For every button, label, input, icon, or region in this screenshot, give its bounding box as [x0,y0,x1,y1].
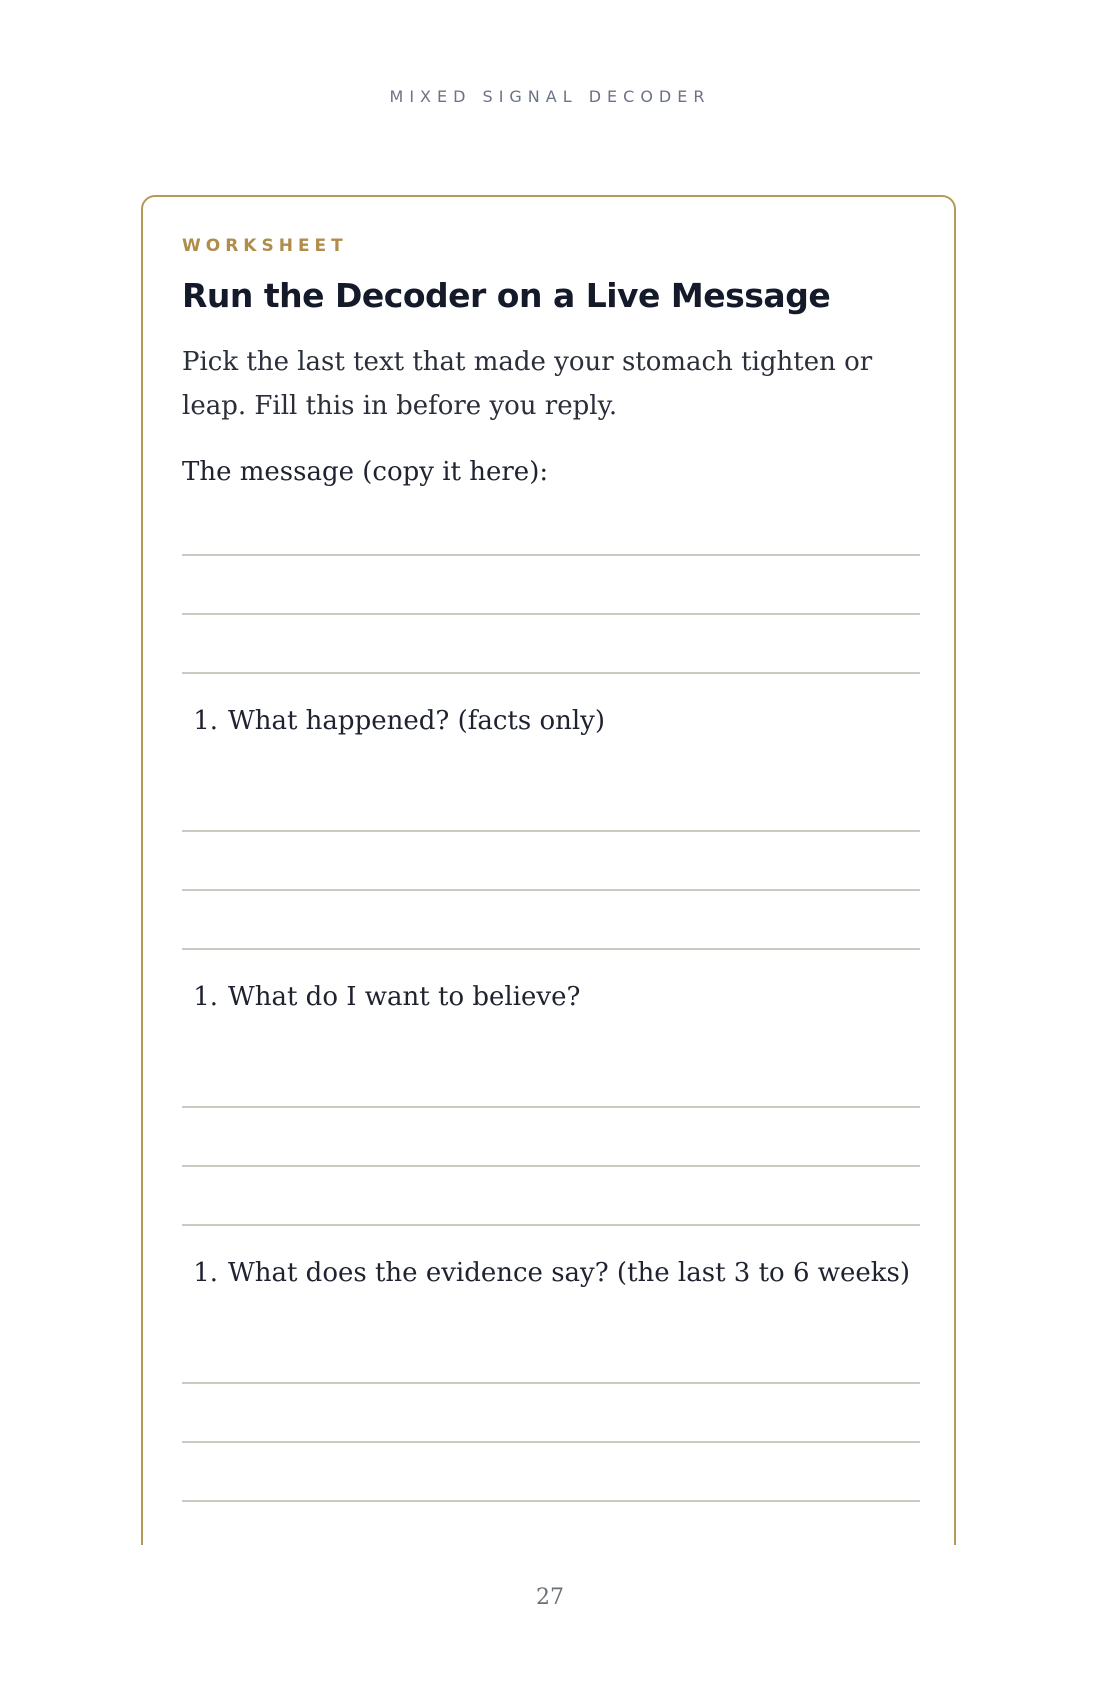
question-number: 1. [193,706,218,736]
message-line-1[interactable] [182,554,920,556]
answer-line-2-1[interactable] [182,1106,920,1108]
question-number: 1. [193,982,218,1012]
worksheet-eyebrow: WORKSHEET [182,236,348,256]
question-what-happened [182,706,605,736]
message-line-3[interactable] [182,672,920,674]
answer-line-2-3[interactable] [182,1224,920,1226]
question-evidence [182,1258,910,1288]
message-label: The message (copy it here): [182,457,549,487]
question-number: 1. [193,1258,218,1288]
question-want-to-believe [182,982,580,1012]
worksheet-intro: Pick the last text that made your stomach tighten or leap. Fill this in before you reply. [182,347,873,421]
running-header: MIXED SIGNAL DECODER [389,87,711,106]
worksheet-title: Run the Decoder on a Live Message [182,276,831,315]
answer-line-3-1[interactable] [182,1382,920,1384]
answer-line-3-2[interactable] [182,1441,920,1443]
answer-line-2-2[interactable] [182,1165,920,1167]
answer-line-1-1[interactable] [182,830,920,832]
question-text: What do I want to believe? [228,982,581,1012]
answer-line-1-2[interactable] [182,889,920,891]
page-number: 27 [536,1585,564,1610]
answer-line-1-3[interactable] [182,948,920,950]
question-text: What does the evidence say? (the last 3 to 6 weeks) [228,1258,911,1288]
message-line-2[interactable] [182,613,920,615]
answer-line-3-3[interactable] [182,1500,920,1502]
question-text: What happened? (facts only) [228,706,606,736]
